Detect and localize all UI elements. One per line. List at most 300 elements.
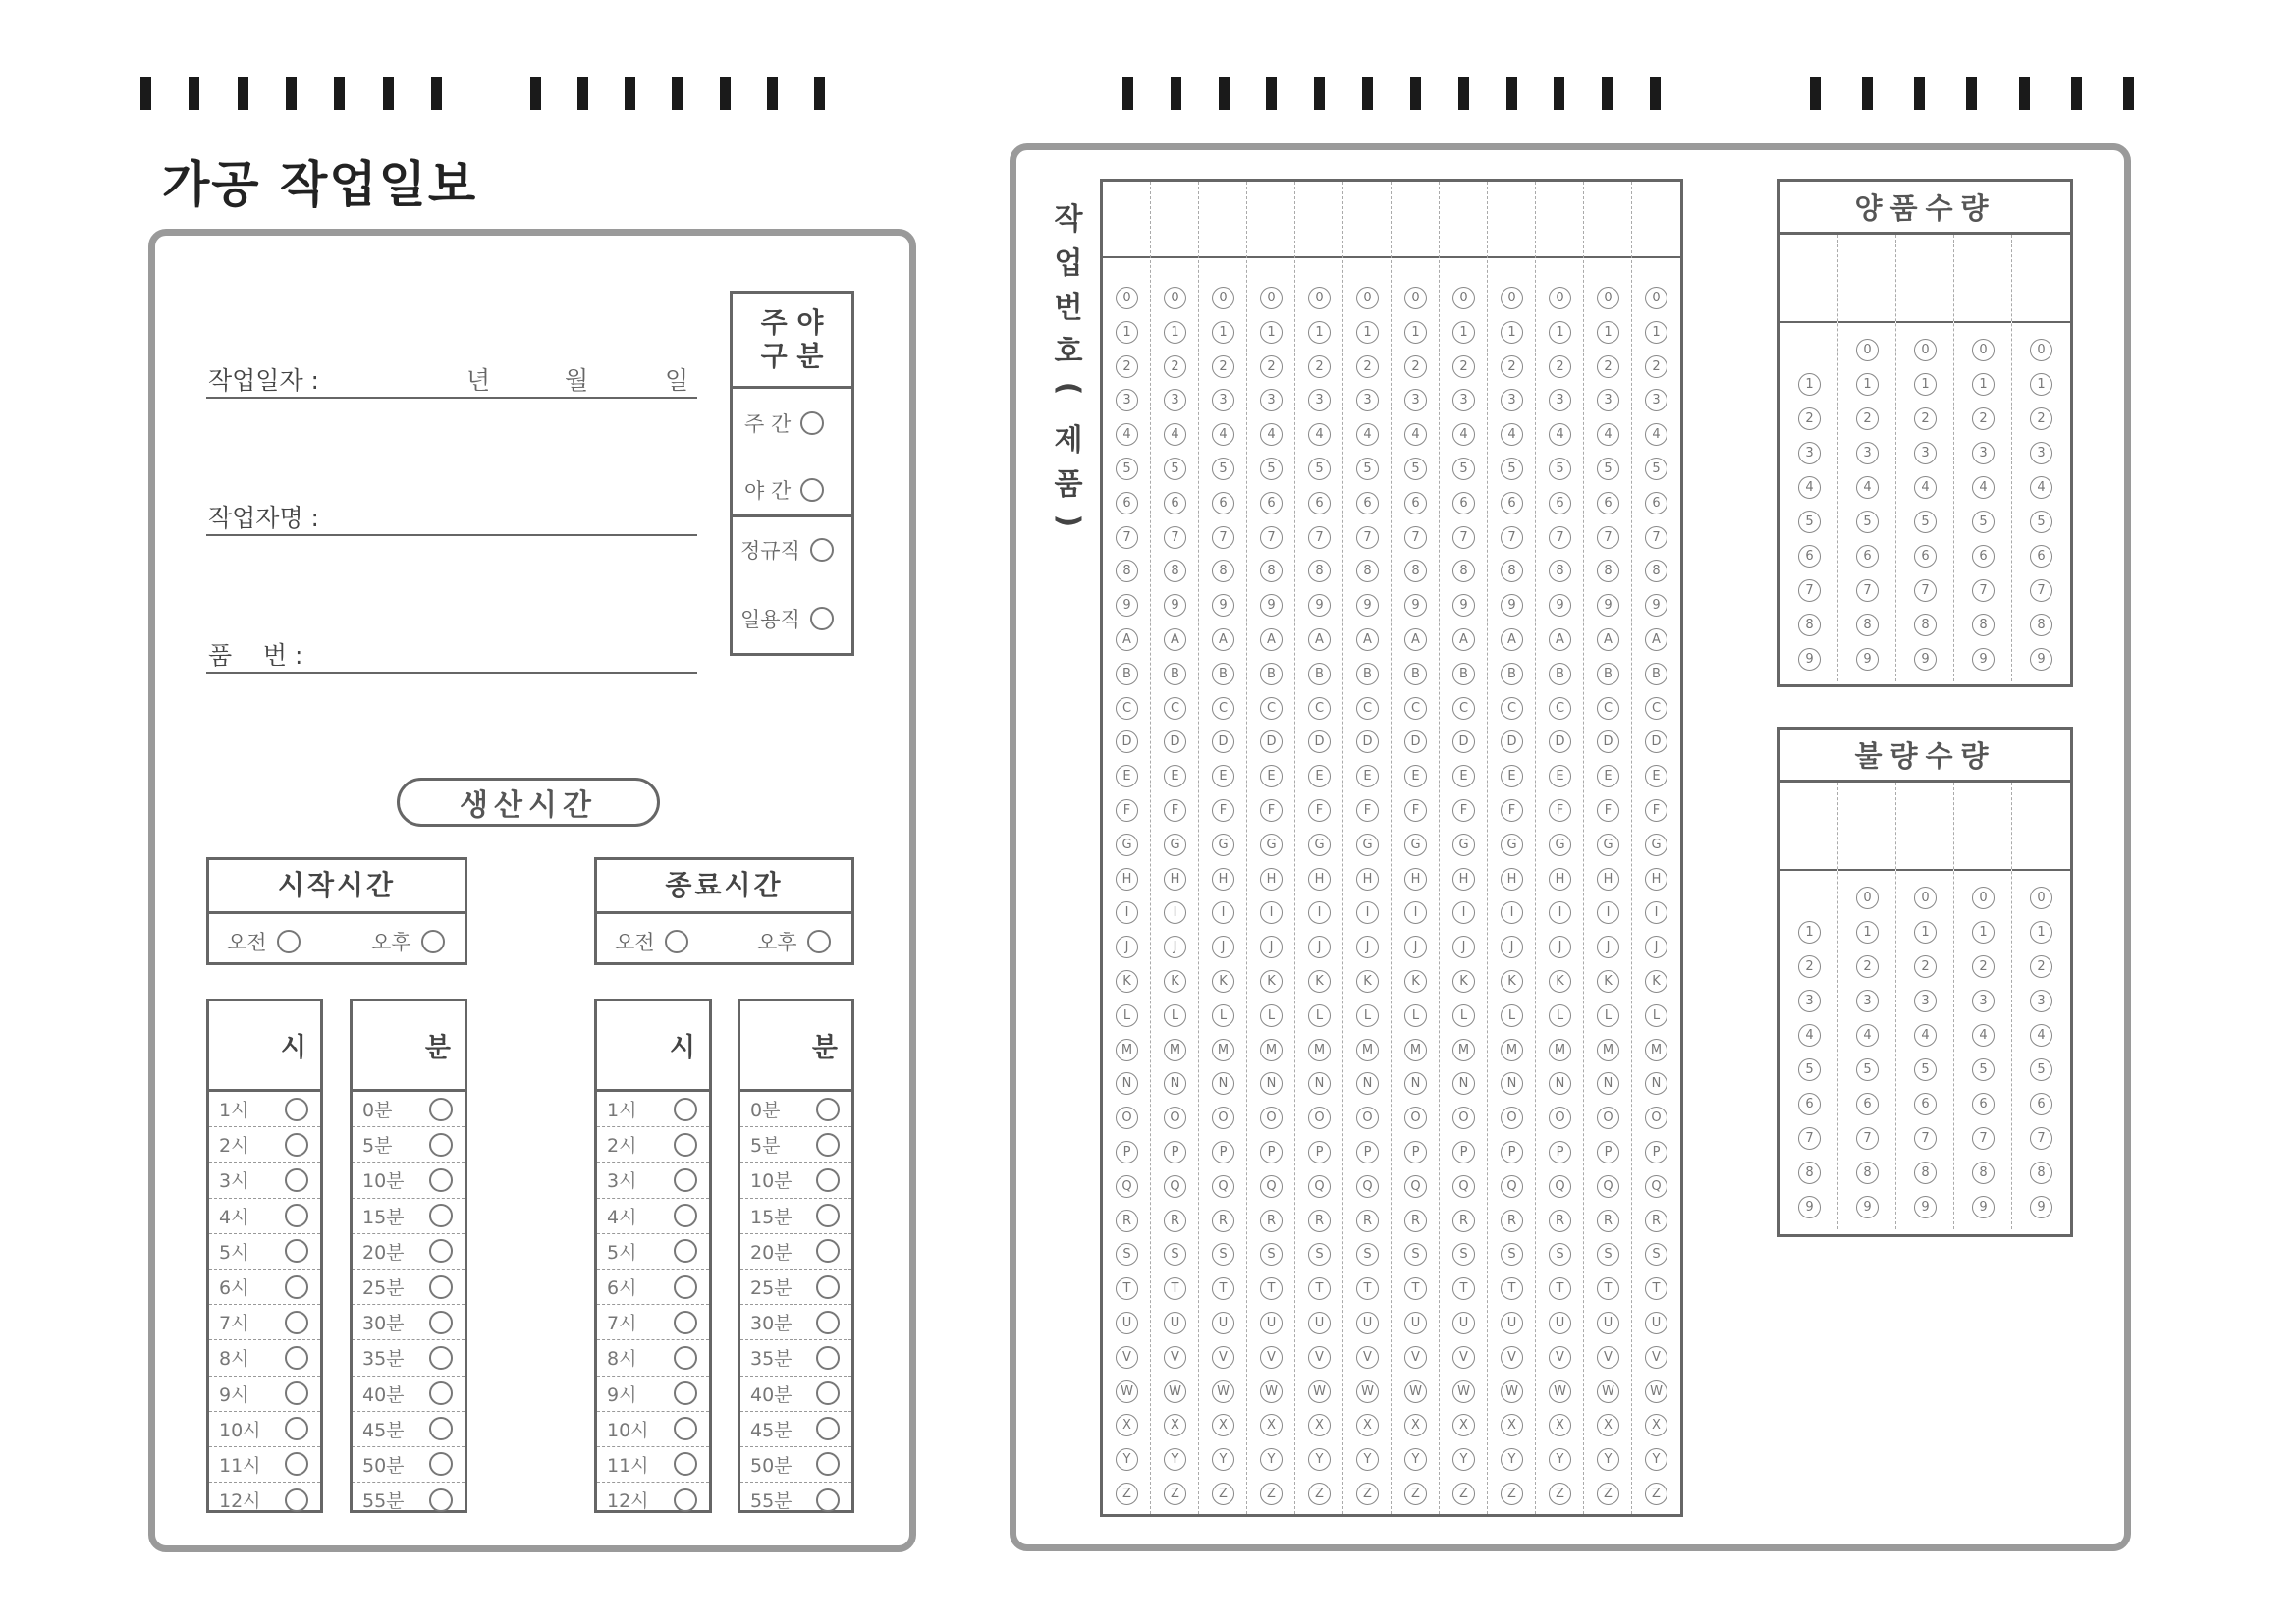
work-number-bubble[interactable]: B (1597, 663, 1619, 685)
work-number-bubble[interactable]: Y (1356, 1448, 1379, 1471)
defect-qty-bubble[interactable]: 9 (2030, 1196, 2052, 1218)
work-number-write-cell[interactable] (1392, 182, 1439, 258)
work-number-bubble[interactable]: J (1356, 936, 1379, 958)
work-number-bubble[interactable]: V (1549, 1346, 1571, 1369)
work-number-bubble[interactable]: D (1645, 730, 1667, 753)
work-number-bubble[interactable]: K (1404, 970, 1427, 993)
defect-qty-write-cell[interactable] (1954, 783, 2011, 871)
work-number-bubble[interactable]: C (1404, 697, 1427, 720)
work-number-bubble[interactable]: V (1452, 1346, 1475, 1369)
start-hour-circle[interactable] (285, 1346, 308, 1370)
work-number-bubble[interactable]: 4 (1116, 423, 1138, 446)
work-number-bubble[interactable]: O (1501, 1107, 1523, 1129)
work-number-bubble[interactable]: D (1260, 730, 1283, 753)
defect-qty-bubble[interactable]: 0 (1856, 887, 1879, 909)
good-qty-bubble[interactable]: 4 (2030, 476, 2052, 499)
work-number-bubble[interactable]: T (1260, 1277, 1283, 1300)
good-qty-bubble[interactable]: 7 (1914, 579, 1937, 602)
end-minute-circle[interactable] (816, 1239, 840, 1263)
work-number-bubble[interactable]: Q (1308, 1175, 1331, 1198)
work-number-bubble[interactable]: R (1260, 1210, 1283, 1232)
work-number-bubble[interactable]: B (1356, 663, 1379, 685)
work-number-write-cell[interactable] (1295, 182, 1342, 258)
work-number-bubble[interactable]: U (1645, 1312, 1667, 1334)
end-minute-circle[interactable] (816, 1381, 840, 1405)
work-number-bubble[interactable]: Y (1164, 1448, 1186, 1471)
defect-qty-bubble[interactable]: 0 (1972, 887, 1995, 909)
start-hour-circle[interactable] (285, 1488, 308, 1512)
work-number-bubble[interactable]: X (1597, 1414, 1619, 1436)
work-number-bubble[interactable]: G (1645, 834, 1667, 856)
work-number-bubble[interactable]: I (1356, 901, 1379, 924)
work-number-bubble[interactable]: F (1212, 799, 1234, 822)
work-number-bubble[interactable]: O (1116, 1107, 1138, 1129)
work-number-bubble[interactable]: A (1549, 628, 1571, 651)
work-number-bubble[interactable]: 4 (1452, 423, 1475, 446)
work-number-bubble[interactable]: 1 (1260, 321, 1283, 344)
end-hour-circle[interactable] (674, 1204, 697, 1227)
start-minute-option[interactable] (353, 1412, 465, 1447)
work-number-bubble[interactable]: A (1597, 628, 1619, 651)
worker-field-line[interactable] (206, 534, 697, 536)
work-number-bubble[interactable]: 7 (1452, 526, 1475, 549)
work-number-bubble[interactable]: 9 (1164, 594, 1186, 617)
work-number-bubble[interactable]: A (1452, 628, 1475, 651)
good-qty-bubble[interactable]: 7 (1798, 579, 1821, 602)
work-number-bubble[interactable]: O (1404, 1107, 1427, 1129)
work-number-bubble[interactable]: E (1645, 765, 1667, 787)
work-number-bubble[interactable]: 6 (1501, 492, 1523, 514)
work-number-bubble[interactable]: I (1308, 901, 1331, 924)
work-number-bubble[interactable]: V (1597, 1346, 1619, 1369)
work-number-bubble[interactable]: P (1260, 1141, 1283, 1163)
end-minute-circle[interactable] (816, 1346, 840, 1370)
work-number-bubble[interactable]: Z (1404, 1483, 1427, 1505)
good-qty-bubble[interactable]: 2 (1798, 407, 1821, 430)
work-number-bubble[interactable]: J (1260, 936, 1283, 958)
work-number-bubble[interactable]: 2 (1356, 355, 1379, 378)
work-number-bubble[interactable]: 8 (1501, 560, 1523, 582)
good-qty-bubble[interactable]: 6 (2030, 545, 2052, 568)
work-number-bubble[interactable]: R (1597, 1210, 1619, 1232)
defect-qty-bubble[interactable]: 4 (2030, 1024, 2052, 1047)
work-number-bubble[interactable]: R (1452, 1210, 1475, 1232)
work-number-bubble[interactable]: 4 (1356, 423, 1379, 446)
option-day-shift[interactable] (744, 408, 824, 438)
work-number-bubble[interactable]: P (1597, 1141, 1619, 1163)
start-hour-option[interactable] (209, 1483, 320, 1517)
work-number-bubble[interactable]: U (1452, 1312, 1475, 1334)
start-minute-circle[interactable] (429, 1311, 453, 1334)
work-number-bubble[interactable]: 1 (1645, 321, 1667, 344)
work-number-bubble[interactable]: Q (1501, 1175, 1523, 1198)
work-number-bubble[interactable]: Y (1452, 1448, 1475, 1471)
end-pm-circle[interactable] (807, 930, 831, 953)
work-number-bubble[interactable]: V (1308, 1346, 1331, 1369)
work-number-bubble[interactable]: T (1549, 1277, 1571, 1300)
end-hour-option[interactable] (597, 1305, 709, 1340)
end-hour-circle[interactable] (674, 1346, 697, 1370)
work-number-bubble[interactable]: G (1308, 834, 1331, 856)
end-hour-option[interactable] (597, 1447, 709, 1483)
work-number-bubble[interactable]: I (1116, 901, 1138, 924)
work-number-bubble[interactable]: F (1164, 799, 1186, 822)
start-hour-circle[interactable] (285, 1204, 308, 1227)
defect-qty-bubble[interactable]: 1 (1914, 921, 1937, 944)
work-number-bubble[interactable]: H (1164, 868, 1186, 891)
good-qty-bubble[interactable]: 8 (1914, 614, 1937, 636)
end-pm-option[interactable] (757, 927, 831, 956)
work-number-bubble[interactable]: 3 (1404, 389, 1427, 411)
work-number-bubble[interactable]: E (1260, 765, 1283, 787)
work-number-bubble[interactable]: 6 (1404, 492, 1427, 514)
work-number-bubble[interactable]: R (1549, 1210, 1571, 1232)
work-number-bubble[interactable]: C (1212, 697, 1234, 720)
work-number-bubble[interactable]: 1 (1597, 321, 1619, 344)
start-hour-circle[interactable] (285, 1311, 308, 1334)
good-qty-bubble[interactable]: 2 (2030, 407, 2052, 430)
work-number-bubble[interactable]: 7 (1308, 526, 1331, 549)
work-number-bubble[interactable]: L (1356, 1004, 1379, 1027)
work-number-bubble[interactable]: F (1549, 799, 1571, 822)
option-regular[interactable] (740, 535, 834, 565)
work-number-bubble[interactable]: L (1260, 1004, 1283, 1027)
work-number-bubble[interactable]: 9 (1404, 594, 1427, 617)
defect-qty-bubble[interactable]: 2 (1798, 955, 1821, 978)
work-number-bubble[interactable]: H (1260, 868, 1283, 891)
work-number-bubble[interactable]: F (1356, 799, 1379, 822)
good-qty-bubble[interactable]: 2 (1856, 407, 1879, 430)
work-number-bubble[interactable]: E (1404, 765, 1427, 787)
work-number-bubble[interactable]: A (1308, 628, 1331, 651)
start-minute-circle[interactable] (429, 1381, 453, 1405)
work-number-bubble[interactable]: U (1597, 1312, 1619, 1334)
good-qty-bubble[interactable]: 6 (1856, 545, 1879, 568)
work-number-bubble[interactable]: M (1452, 1039, 1475, 1061)
good-qty-bubble[interactable]: 4 (1972, 476, 1995, 499)
work-number-bubble[interactable]: 1 (1212, 321, 1234, 344)
good-qty-write-cell[interactable] (1780, 235, 1837, 323)
end-minute-option[interactable] (740, 1377, 851, 1412)
work-number-bubble[interactable]: S (1404, 1243, 1427, 1266)
work-number-bubble[interactable]: P (1404, 1141, 1427, 1163)
end-hour-option[interactable] (597, 1163, 709, 1198)
work-number-bubble[interactable]: 4 (1597, 423, 1619, 446)
work-number-bubble[interactable]: 9 (1452, 594, 1475, 617)
work-number-bubble[interactable]: W (1116, 1380, 1138, 1403)
work-number-bubble[interactable]: 5 (1404, 458, 1427, 480)
work-number-bubble[interactable]: W (1645, 1380, 1667, 1403)
work-number-bubble[interactable]: P (1645, 1141, 1667, 1163)
good-qty-bubble[interactable]: 9 (2030, 648, 2052, 671)
good-qty-bubble[interactable]: 5 (1798, 511, 1821, 533)
work-number-bubble[interactable]: X (1212, 1414, 1234, 1436)
start-hour-circle[interactable] (285, 1098, 308, 1121)
defect-qty-bubble[interactable]: 0 (2030, 887, 2052, 909)
start-minute-option[interactable] (353, 1127, 465, 1163)
work-number-bubble[interactable]: H (1549, 868, 1571, 891)
work-number-bubble[interactable]: G (1260, 834, 1283, 856)
work-number-bubble[interactable]: U (1308, 1312, 1331, 1334)
work-number-bubble[interactable]: O (1308, 1107, 1331, 1129)
good-qty-write-cell[interactable] (1838, 235, 1895, 323)
defect-qty-bubble[interactable]: 1 (1856, 921, 1879, 944)
work-number-bubble[interactable]: U (1549, 1312, 1571, 1334)
work-number-bubble[interactable]: S (1645, 1243, 1667, 1266)
work-number-bubble[interactable]: K (1356, 970, 1379, 993)
work-number-bubble[interactable]: 8 (1452, 560, 1475, 582)
work-number-bubble[interactable]: J (1645, 936, 1667, 958)
work-number-bubble[interactable]: G (1549, 834, 1571, 856)
work-number-bubble[interactable]: C (1452, 697, 1475, 720)
defect-qty-bubble[interactable]: 8 (1798, 1162, 1821, 1184)
work-number-bubble[interactable]: X (1356, 1414, 1379, 1436)
work-number-bubble[interactable]: N (1164, 1072, 1186, 1095)
work-number-bubble[interactable]: O (1597, 1107, 1619, 1129)
work-number-bubble[interactable]: O (1452, 1107, 1475, 1129)
work-number-bubble[interactable]: G (1501, 834, 1523, 856)
work-number-bubble[interactable]: C (1501, 697, 1523, 720)
work-number-bubble[interactable]: L (1549, 1004, 1571, 1027)
end-hour-circle[interactable] (674, 1381, 697, 1405)
defect-qty-bubble[interactable]: 9 (1856, 1196, 1879, 1218)
end-minute-option[interactable] (740, 1199, 851, 1234)
defect-qty-bubble[interactable]: 7 (1972, 1127, 1995, 1150)
work-number-bubble[interactable]: 8 (1597, 560, 1619, 582)
work-number-bubble[interactable]: S (1597, 1243, 1619, 1266)
work-number-bubble[interactable]: Z (1452, 1483, 1475, 1505)
good-qty-bubble[interactable]: 9 (1798, 648, 1821, 671)
work-number-bubble[interactable]: G (1116, 834, 1138, 856)
defect-qty-bubble[interactable]: 7 (1798, 1127, 1821, 1150)
defect-qty-bubble[interactable]: 5 (2030, 1058, 2052, 1081)
work-number-bubble[interactable]: H (1212, 868, 1234, 891)
work-number-bubble[interactable]: K (1308, 970, 1331, 993)
defect-qty-bubble[interactable]: 8 (2030, 1162, 2052, 1184)
work-number-bubble[interactable]: X (1260, 1414, 1283, 1436)
work-number-bubble[interactable]: J (1597, 936, 1619, 958)
work-number-bubble[interactable]: C (1164, 697, 1186, 720)
work-number-bubble[interactable]: Z (1116, 1483, 1138, 1505)
work-number-bubble[interactable]: K (1164, 970, 1186, 993)
work-number-bubble[interactable]: C (1308, 697, 1331, 720)
defect-qty-bubble[interactable]: 6 (1914, 1093, 1937, 1115)
work-number-bubble[interactable]: Y (1308, 1448, 1331, 1471)
work-number-bubble[interactable]: J (1549, 936, 1571, 958)
start-am-option[interactable] (227, 927, 301, 956)
start-hour-circle[interactable] (285, 1381, 308, 1405)
work-number-bubble[interactable]: E (1549, 765, 1571, 787)
work-number-bubble[interactable]: 5 (1212, 458, 1234, 480)
work-number-bubble[interactable]: X (1549, 1414, 1571, 1436)
work-number-bubble[interactable]: F (1308, 799, 1331, 822)
start-hour-circle[interactable] (285, 1133, 308, 1157)
work-number-bubble[interactable]: Q (1116, 1175, 1138, 1198)
work-number-bubble[interactable]: 3 (1308, 389, 1331, 411)
work-number-bubble[interactable]: O (1549, 1107, 1571, 1129)
defect-qty-bubble[interactable]: 5 (1914, 1058, 1937, 1081)
work-number-bubble[interactable]: J (1452, 936, 1475, 958)
work-number-bubble[interactable]: R (1404, 1210, 1427, 1232)
work-number-bubble[interactable]: S (1116, 1243, 1138, 1266)
work-number-bubble[interactable]: Z (1260, 1483, 1283, 1505)
end-minute-option[interactable] (740, 1092, 851, 1127)
work-number-bubble[interactable]: J (1501, 936, 1523, 958)
work-number-bubble[interactable]: A (1501, 628, 1523, 651)
work-number-bubble[interactable]: 6 (1356, 492, 1379, 514)
work-number-bubble[interactable]: 2 (1164, 355, 1186, 378)
work-number-bubble[interactable]: D (1549, 730, 1571, 753)
defect-qty-bubble[interactable]: 0 (1914, 887, 1937, 909)
end-hour-option[interactable] (597, 1092, 709, 1127)
work-number-bubble[interactable]: Y (1501, 1448, 1523, 1471)
work-number-bubble[interactable]: 0 (1645, 287, 1667, 309)
start-hour-option[interactable] (209, 1340, 320, 1376)
end-hour-circle[interactable] (674, 1133, 697, 1157)
work-number-bubble[interactable]: W (1164, 1380, 1186, 1403)
end-minute-circle[interactable] (816, 1168, 840, 1192)
good-qty-bubble[interactable]: 9 (1914, 648, 1937, 671)
work-number-bubble[interactable]: Q (1356, 1175, 1379, 1198)
work-number-bubble[interactable]: D (1116, 730, 1138, 753)
work-number-bubble[interactable]: N (1597, 1072, 1619, 1095)
end-minute-option[interactable] (740, 1270, 851, 1305)
work-number-bubble[interactable]: D (1501, 730, 1523, 753)
work-number-bubble[interactable]: Z (1549, 1483, 1571, 1505)
work-number-bubble[interactable]: X (1404, 1414, 1427, 1436)
work-number-bubble[interactable]: 1 (1356, 321, 1379, 344)
work-number-bubble[interactable]: T (1404, 1277, 1427, 1300)
work-number-bubble[interactable]: 6 (1645, 492, 1667, 514)
work-number-bubble[interactable]: H (1597, 868, 1619, 891)
defect-qty-bubble[interactable]: 8 (1972, 1162, 1995, 1184)
work-number-bubble[interactable]: N (1116, 1072, 1138, 1095)
work-number-bubble[interactable]: X (1501, 1414, 1523, 1436)
defect-qty-bubble[interactable]: 3 (1914, 990, 1937, 1012)
work-number-bubble[interactable]: 8 (1356, 560, 1379, 582)
good-qty-bubble[interactable]: 9 (1972, 648, 1995, 671)
work-number-bubble[interactable]: N (1501, 1072, 1523, 1095)
end-minute-option[interactable] (740, 1483, 851, 1517)
start-hour-option[interactable] (209, 1127, 320, 1163)
work-number-bubble[interactable]: V (1212, 1346, 1234, 1369)
end-minute-option[interactable] (740, 1305, 851, 1340)
end-minute-circle[interactable] (816, 1098, 840, 1121)
work-number-bubble[interactable]: A (1212, 628, 1234, 651)
work-number-bubble[interactable]: A (1404, 628, 1427, 651)
work-number-bubble[interactable]: B (1404, 663, 1427, 685)
work-number-bubble[interactable]: 1 (1116, 321, 1138, 344)
work-number-bubble[interactable]: 2 (1212, 355, 1234, 378)
work-number-bubble[interactable]: X (1452, 1414, 1475, 1436)
day-shift-circle[interactable] (800, 411, 824, 435)
end-hour-option[interactable] (597, 1127, 709, 1163)
start-minute-circle[interactable] (429, 1168, 453, 1192)
work-number-bubble[interactable]: L (1501, 1004, 1523, 1027)
good-qty-bubble[interactable]: 3 (1798, 442, 1821, 464)
end-hour-option[interactable] (597, 1270, 709, 1305)
defect-qty-bubble[interactable]: 7 (1914, 1127, 1937, 1150)
work-number-bubble[interactable]: P (1164, 1141, 1186, 1163)
work-number-bubble[interactable]: 1 (1164, 321, 1186, 344)
work-number-bubble[interactable]: I (1452, 901, 1475, 924)
work-number-bubble[interactable]: R (1212, 1210, 1234, 1232)
good-qty-bubble[interactable]: 0 (1914, 339, 1937, 361)
start-minute-option[interactable] (353, 1377, 465, 1412)
work-number-bubble[interactable]: H (1404, 868, 1427, 891)
work-number-bubble[interactable]: S (1549, 1243, 1571, 1266)
defect-qty-write-cell[interactable] (1838, 783, 1895, 871)
work-number-bubble[interactable]: R (1501, 1210, 1523, 1232)
work-number-bubble[interactable]: T (1308, 1277, 1331, 1300)
work-number-bubble[interactable]: G (1452, 834, 1475, 856)
good-qty-bubble[interactable]: 3 (1914, 442, 1937, 464)
work-number-bubble[interactable]: P (1212, 1141, 1234, 1163)
defect-qty-bubble[interactable]: 2 (1856, 955, 1879, 978)
work-number-bubble[interactable]: S (1308, 1243, 1331, 1266)
start-hour-option[interactable] (209, 1377, 320, 1412)
good-qty-write-cell[interactable] (2012, 235, 2070, 323)
work-number-bubble[interactable]: 3 (1164, 389, 1186, 411)
work-number-bubble[interactable]: 4 (1308, 423, 1331, 446)
defect-qty-bubble[interactable]: 1 (1972, 921, 1995, 944)
work-number-bubble[interactable]: O (1356, 1107, 1379, 1129)
work-number-bubble[interactable]: 3 (1116, 389, 1138, 411)
work-number-bubble[interactable]: H (1308, 868, 1331, 891)
work-number-bubble[interactable]: X (1164, 1414, 1186, 1436)
work-number-bubble[interactable]: 7 (1260, 526, 1283, 549)
work-number-bubble[interactable]: Y (1645, 1448, 1667, 1471)
end-minute-option[interactable] (740, 1234, 851, 1270)
work-number-bubble[interactable]: 7 (1597, 526, 1619, 549)
work-number-bubble[interactable]: M (1597, 1039, 1619, 1061)
start-hour-circle[interactable] (285, 1417, 308, 1440)
work-number-bubble[interactable]: K (1116, 970, 1138, 993)
work-number-bubble[interactable]: E (1212, 765, 1234, 787)
defect-qty-bubble[interactable]: 4 (1856, 1024, 1879, 1047)
work-number-bubble[interactable]: 2 (1452, 355, 1475, 378)
end-hour-option[interactable] (597, 1483, 709, 1517)
work-number-bubble[interactable]: 4 (1645, 423, 1667, 446)
end-minute-circle[interactable] (816, 1488, 840, 1512)
work-number-bubble[interactable]: E (1116, 765, 1138, 787)
start-hour-option[interactable] (209, 1163, 320, 1198)
end-hour-circle[interactable] (674, 1098, 697, 1121)
start-hour-option[interactable] (209, 1234, 320, 1270)
work-number-bubble[interactable]: G (1404, 834, 1427, 856)
regular-circle[interactable] (810, 538, 834, 562)
end-minute-circle[interactable] (816, 1275, 840, 1299)
work-number-bubble[interactable]: Z (1645, 1483, 1667, 1505)
work-number-bubble[interactable]: 1 (1308, 321, 1331, 344)
defect-qty-bubble[interactable]: 5 (1972, 1058, 1995, 1081)
work-number-bubble[interactable]: D (1356, 730, 1379, 753)
night-shift-circle[interactable] (800, 478, 824, 502)
end-hour-circle[interactable] (674, 1275, 697, 1299)
start-minute-option[interactable] (353, 1447, 465, 1483)
work-number-bubble[interactable]: V (1404, 1346, 1427, 1369)
defect-qty-write-cell[interactable] (1780, 783, 1837, 871)
start-minute-circle[interactable] (429, 1098, 453, 1121)
end-hour-circle[interactable] (674, 1311, 697, 1334)
work-number-bubble[interactable]: H (1501, 868, 1523, 891)
good-qty-bubble[interactable]: 9 (1856, 648, 1879, 671)
work-number-bubble[interactable]: O (1212, 1107, 1234, 1129)
work-number-bubble[interactable]: M (1645, 1039, 1667, 1061)
work-number-bubble[interactable]: 0 (1212, 287, 1234, 309)
work-number-bubble[interactable]: 8 (1645, 560, 1667, 582)
start-minute-option[interactable] (353, 1340, 465, 1376)
